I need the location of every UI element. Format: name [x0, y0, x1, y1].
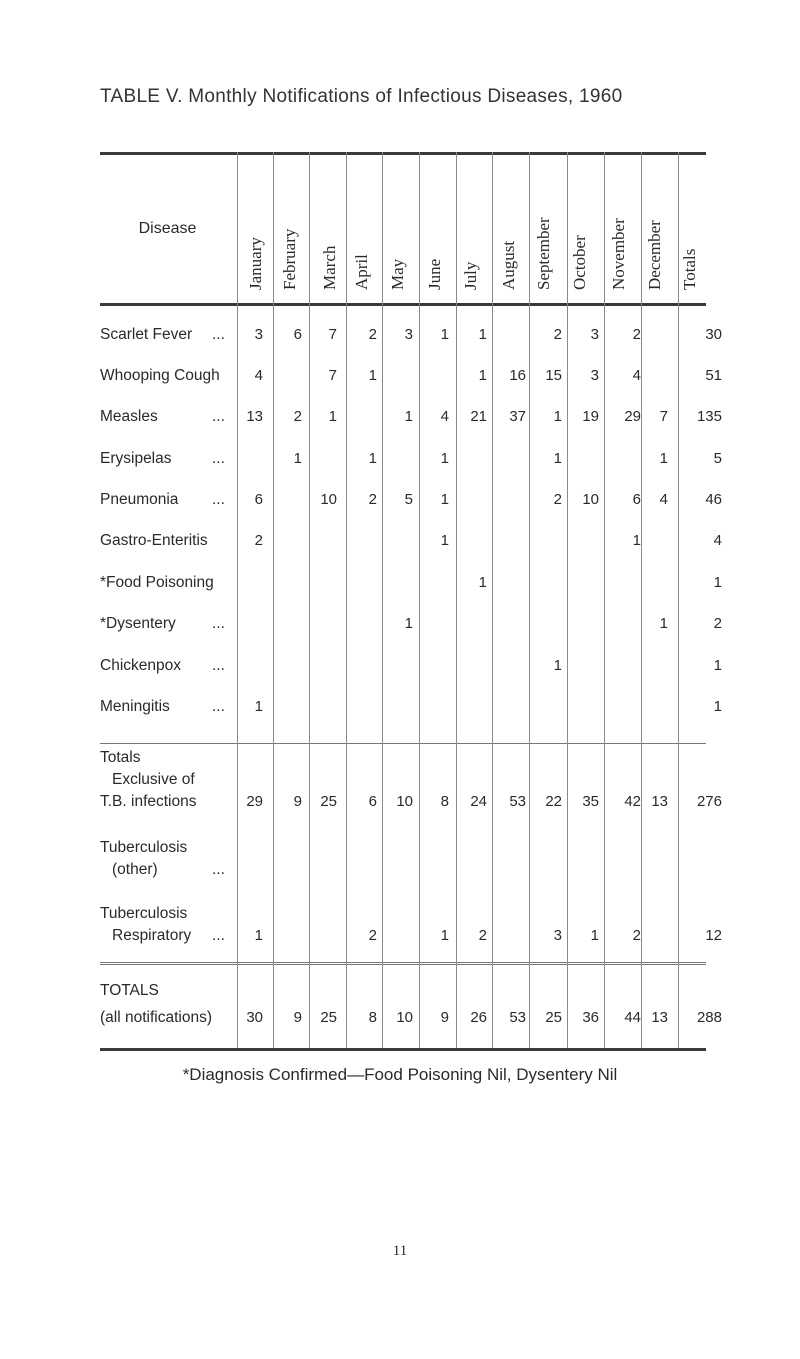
column-divider: [346, 152, 347, 1048]
leader-dots: ...: [212, 326, 225, 343]
table-cell: 13: [246, 408, 263, 425]
row-label-text: Tuberculosis: [100, 839, 188, 856]
disease-name: Chickenpox: [100, 657, 181, 674]
table-cell: 10: [396, 1009, 413, 1026]
table-row-label: [100, 407, 240, 427]
row-total-cell: 1: [713, 574, 722, 591]
table-cell: 2: [368, 326, 377, 343]
footnote: *Diagnosis Confirmed—Food Poisoning Nil, Dysentery Nil: [182, 1065, 618, 1084]
table-cell: 6: [632, 491, 641, 508]
disease-column-header: Disease: [138, 220, 197, 237]
row-total-cell: 2: [713, 615, 722, 632]
column-divider: [678, 152, 679, 1048]
table-cell: 7: [659, 408, 668, 425]
table-row-label: [100, 325, 240, 345]
table-cell: 1: [478, 574, 487, 591]
row-total-cell: 30: [705, 326, 722, 343]
table-cell: 1: [478, 326, 487, 343]
table-cell: 1: [293, 450, 302, 467]
table-cell: 37: [509, 408, 526, 425]
table-cell: 1: [440, 927, 449, 944]
column-divider: [419, 152, 420, 1048]
table-cell: 1: [404, 408, 413, 425]
row-label: [100, 792, 240, 812]
table-top-rule: [100, 152, 706, 155]
row-label-text: Totals: [100, 749, 141, 766]
row-total-cell: 4: [713, 532, 722, 549]
table-cell: 2: [254, 532, 263, 549]
table-cell: 16: [509, 367, 526, 384]
month-header: Totals: [680, 248, 699, 290]
disease-name: Measles: [100, 408, 158, 425]
row-label: [100, 981, 240, 1001]
row-label: [100, 838, 240, 858]
disease-name: Whooping Cough: [100, 367, 220, 384]
month-header: July: [461, 261, 480, 290]
table-cell: 42: [624, 793, 641, 810]
column-divider: [382, 152, 383, 1048]
table-cell: 9: [293, 1009, 302, 1026]
table-cell: 21: [470, 408, 487, 425]
table-bottom-rule: [100, 1048, 706, 1051]
table-cell: 29: [246, 793, 263, 810]
disease-name: *Food Poisoning: [100, 574, 214, 591]
table-cell: 13: [651, 793, 668, 810]
table-cell: 3: [590, 326, 599, 343]
table-cell: 4: [632, 367, 641, 384]
leader-dots: ...: [212, 927, 225, 944]
table-cell: 13: [651, 1009, 668, 1026]
table-cell: 4: [254, 367, 263, 384]
table-cell: 29: [624, 408, 641, 425]
table-cell: 1: [254, 698, 263, 715]
disease-name: *Dysentery: [100, 615, 176, 632]
table-row-label: [100, 531, 240, 551]
table-cell: 8: [368, 1009, 377, 1026]
table-cell: 1: [368, 450, 377, 467]
table-title: TABLE V. Monthly Notifications of Infectious Diseases, 1960: [100, 86, 623, 107]
table-cell: 2: [632, 326, 641, 343]
row-total-cell: 1: [713, 698, 722, 715]
table-cell: 44: [624, 1009, 641, 1026]
table-cell: 6: [254, 491, 263, 508]
table-cell: 1: [553, 657, 562, 674]
column-divider: [567, 152, 568, 1048]
table-cell: 15: [545, 367, 562, 384]
row-label-text: (other): [112, 861, 158, 878]
table-cell: 1: [440, 450, 449, 467]
table-cell: 5: [404, 491, 413, 508]
table-cell: 10: [582, 491, 599, 508]
table-cell: 7: [328, 367, 337, 384]
table-cell: 10: [320, 491, 337, 508]
column-divider: [492, 152, 493, 1048]
disease-name: Gastro-Enteritis: [100, 532, 208, 549]
table-cell: 1: [659, 450, 668, 467]
table-cell: 25: [320, 793, 337, 810]
table-cell: 6: [368, 793, 377, 810]
table-cell: 26: [470, 1009, 487, 1026]
month-header: August: [499, 240, 518, 290]
table-cell: 19: [582, 408, 599, 425]
row-total-cell: 12: [705, 927, 722, 944]
row-label: [112, 770, 252, 790]
table-cell: 1: [440, 491, 449, 508]
leader-dots: ...: [212, 450, 225, 467]
table-cell: 1: [404, 615, 413, 632]
leader-dots: ...: [212, 408, 225, 425]
row-label-text: Tuberculosis: [100, 905, 188, 922]
table-cell: 1: [368, 367, 377, 384]
table-row-label: [100, 366, 240, 386]
leader-dots: ...: [212, 615, 225, 632]
table-row-label: [100, 656, 240, 676]
table-cell: 1: [553, 408, 562, 425]
table-cell: 3: [404, 326, 413, 343]
table-cell: 2: [553, 491, 562, 508]
row-total-cell: 276: [696, 793, 722, 810]
table-cell: 53: [509, 793, 526, 810]
row-label-text: TOTALS: [100, 982, 159, 999]
section-rule-3: [100, 964, 706, 965]
table-cell: 2: [478, 927, 487, 944]
leader-dots: ...: [212, 491, 225, 508]
table-cell: 3: [590, 367, 599, 384]
table-cell: 36: [582, 1009, 599, 1026]
table-cell: 2: [553, 326, 562, 343]
disease-name: Pneumonia: [100, 491, 179, 508]
column-divider: [604, 152, 605, 1048]
row-label-text: T.B. infections: [100, 793, 197, 810]
section-rule-1: [100, 743, 706, 744]
section-rule-2: [100, 962, 706, 963]
table-cell: 2: [293, 408, 302, 425]
table-cell: 2: [368, 927, 377, 944]
row-label: [100, 748, 240, 768]
table-cell: 8: [440, 793, 449, 810]
table-cell: 9: [440, 1009, 449, 1026]
table-cell: 24: [470, 793, 487, 810]
disease-name: Erysipelas: [100, 450, 172, 467]
month-header: March: [320, 245, 339, 290]
page-number: 11: [392, 1243, 408, 1259]
table-cell: 6: [293, 326, 302, 343]
table-row-label: [100, 697, 240, 717]
row-total-cell: 288: [696, 1009, 722, 1026]
table-cell: 25: [320, 1009, 337, 1026]
column-divider: [309, 152, 310, 1048]
row-label-text: Exclusive of: [112, 771, 195, 788]
disease-name: Scarlet Fever: [100, 326, 193, 343]
table-cell: 53: [509, 1009, 526, 1026]
column-divider: [529, 152, 530, 1048]
table-cell: 1: [632, 532, 641, 549]
column-divider: [273, 152, 274, 1048]
table-cell: 1: [478, 367, 487, 384]
table-cell: 30: [246, 1009, 263, 1026]
table-cell: 25: [545, 1009, 562, 1026]
table-cell: 9: [293, 793, 302, 810]
table-cell: 1: [440, 532, 449, 549]
leader-dots: ...: [212, 698, 225, 715]
table-cell: 22: [545, 793, 562, 810]
row-label: [100, 904, 240, 924]
column-divider: [456, 152, 457, 1048]
month-header: September: [534, 217, 553, 290]
column-divider: [641, 152, 642, 1048]
table-cell: 1: [553, 450, 562, 467]
month-header: January: [246, 237, 265, 290]
table-cell: 2: [632, 927, 641, 944]
table-cell: 10: [396, 793, 413, 810]
header-bottom-rule: [100, 303, 706, 306]
month-header: April: [352, 254, 371, 290]
row-total-cell: 51: [705, 367, 722, 384]
table-row-label: [100, 573, 240, 593]
table-cell: 3: [254, 326, 263, 343]
month-header: December: [645, 220, 664, 290]
table-cell: 1: [254, 927, 263, 944]
row-label-text: (all notifications): [100, 1009, 212, 1026]
month-header: May: [388, 258, 407, 290]
table-row-label: [100, 490, 240, 510]
month-header: June: [425, 258, 444, 290]
table-cell: 1: [590, 927, 599, 944]
table-cell: 3: [553, 927, 562, 944]
table-cell: 1: [659, 615, 668, 632]
leader-dots: ...: [212, 657, 225, 674]
table-row-label: [100, 614, 240, 634]
month-header: November: [609, 218, 628, 290]
row-label: [112, 860, 252, 880]
row-label-text: Respiratory: [112, 927, 192, 944]
table-row-label: [100, 449, 240, 469]
row-total-cell: 5: [713, 450, 722, 467]
table-cell: 35: [582, 793, 599, 810]
table-cell: 1: [440, 326, 449, 343]
month-header: October: [570, 235, 589, 290]
table-cell: 4: [440, 408, 449, 425]
row-total-cell: 135: [696, 408, 722, 425]
leader-dots: ...: [212, 861, 225, 878]
row-total-cell: 46: [705, 491, 722, 508]
month-header: February: [280, 228, 299, 290]
table-cell: 4: [659, 491, 668, 508]
row-total-cell: 1: [713, 657, 722, 674]
disease-name: Meningitis: [100, 698, 170, 715]
table-cell: 1: [328, 408, 337, 425]
table-cell: 7: [328, 326, 337, 343]
table-cell: 2: [368, 491, 377, 508]
row-label: [100, 1008, 240, 1028]
